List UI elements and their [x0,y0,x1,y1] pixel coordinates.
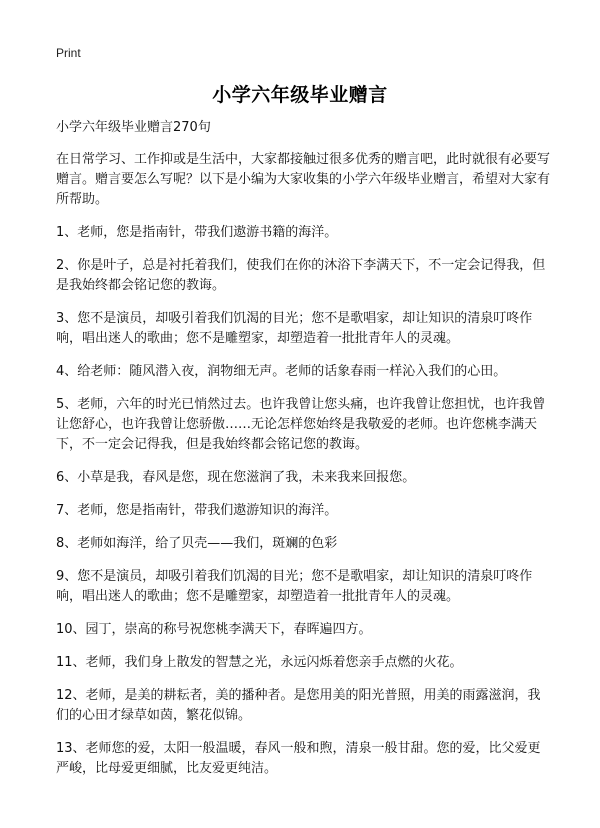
list-item: 2、你是叶子，总是衬托着我们，使我们在你的沐浴下李满天下，不一定会记得我，但是我始终都会铭记您的教诲。 [56,258,546,293]
page-title: 小学六年级毕业赠言 [212,84,388,106]
list-item: 5、老师，六年的时光已悄然过去。也许我曾让您头痛，也许我曾让您担忧，也许我曾让您舒心，也许我曾让您骄傲……无论怎样您始终是我敬爱的老师。也许您桃李满天下，不一定会记得我，但是我始终都会铭记您的教诲。 [56,397,546,452]
list-item: 10、园丁，崇高的称号祝您桃李满天下，春晖遍四方。 [56,622,372,637]
list-item: 11、老师，我们身上散发的智慧之光，永远闪烁着您亲手点燃的火花。 [56,655,463,670]
document-subtitle: 小学六年级毕业赠言270句 [56,120,211,135]
list-item: 13、老师您的爱，太阳一般温暖，春风一般和煦，清泉一般甘甜。您的爱，比父爱更严峻，比母爱更细腻，比友爱更纯洁。 [56,741,541,776]
list-item: 1、老师，您是指南针，带我们遨游书籍的海洋。 [56,225,338,240]
list-item: 7、老师，您是指南针，带我们遨游知识的海洋。 [56,503,338,518]
document-body [56,118,552,792]
list-item: 9、您不是演员，却吸引着我们饥渴的目光；您不是歌唱家，却让知识的清泉叮咚作响，唱出迷人的歌曲；您不是雕塑家，却塑造着一批批青年人的灵魂。 [56,569,533,604]
list-item: 8、老师如海洋，给了贝壳——我们，斑斓的色彩 [56,536,338,551]
list-item: 12、老师，是美的耕耘者，美的播种者。是您用美的阳光普照，用美的雨露滋润，我们的心田才绿草如茵，繁花似锦。 [56,688,541,723]
list-item: 4、给老师：随风潜入夜，润物细无声。老师的话象春雨一样沁入我们的心田。 [56,364,507,379]
print-link[interactable]: Print [56,46,81,60]
list-item: 3、您不是演员，却吸引着我们饥渴的目光；您不是歌唱家，却让知识的清泉叮咚作响，唱出迷人的歌曲；您不是雕塑家，却塑造着一批批青年人的灵魂。 [56,311,533,346]
intro-paragraph: 在日常学习、工作抑或是生活中，大家都接触过很多优秀的赠言吧，此时就很有必要写赠言。赠言要怎么写呢？以下是小编为大家收集的小学六年级毕业赠言，希望对大家有所帮助。 [56,152,551,207]
list-item: 6、小草是我，春风是您，现在您滋润了我，未来我来回报您。 [56,470,416,485]
